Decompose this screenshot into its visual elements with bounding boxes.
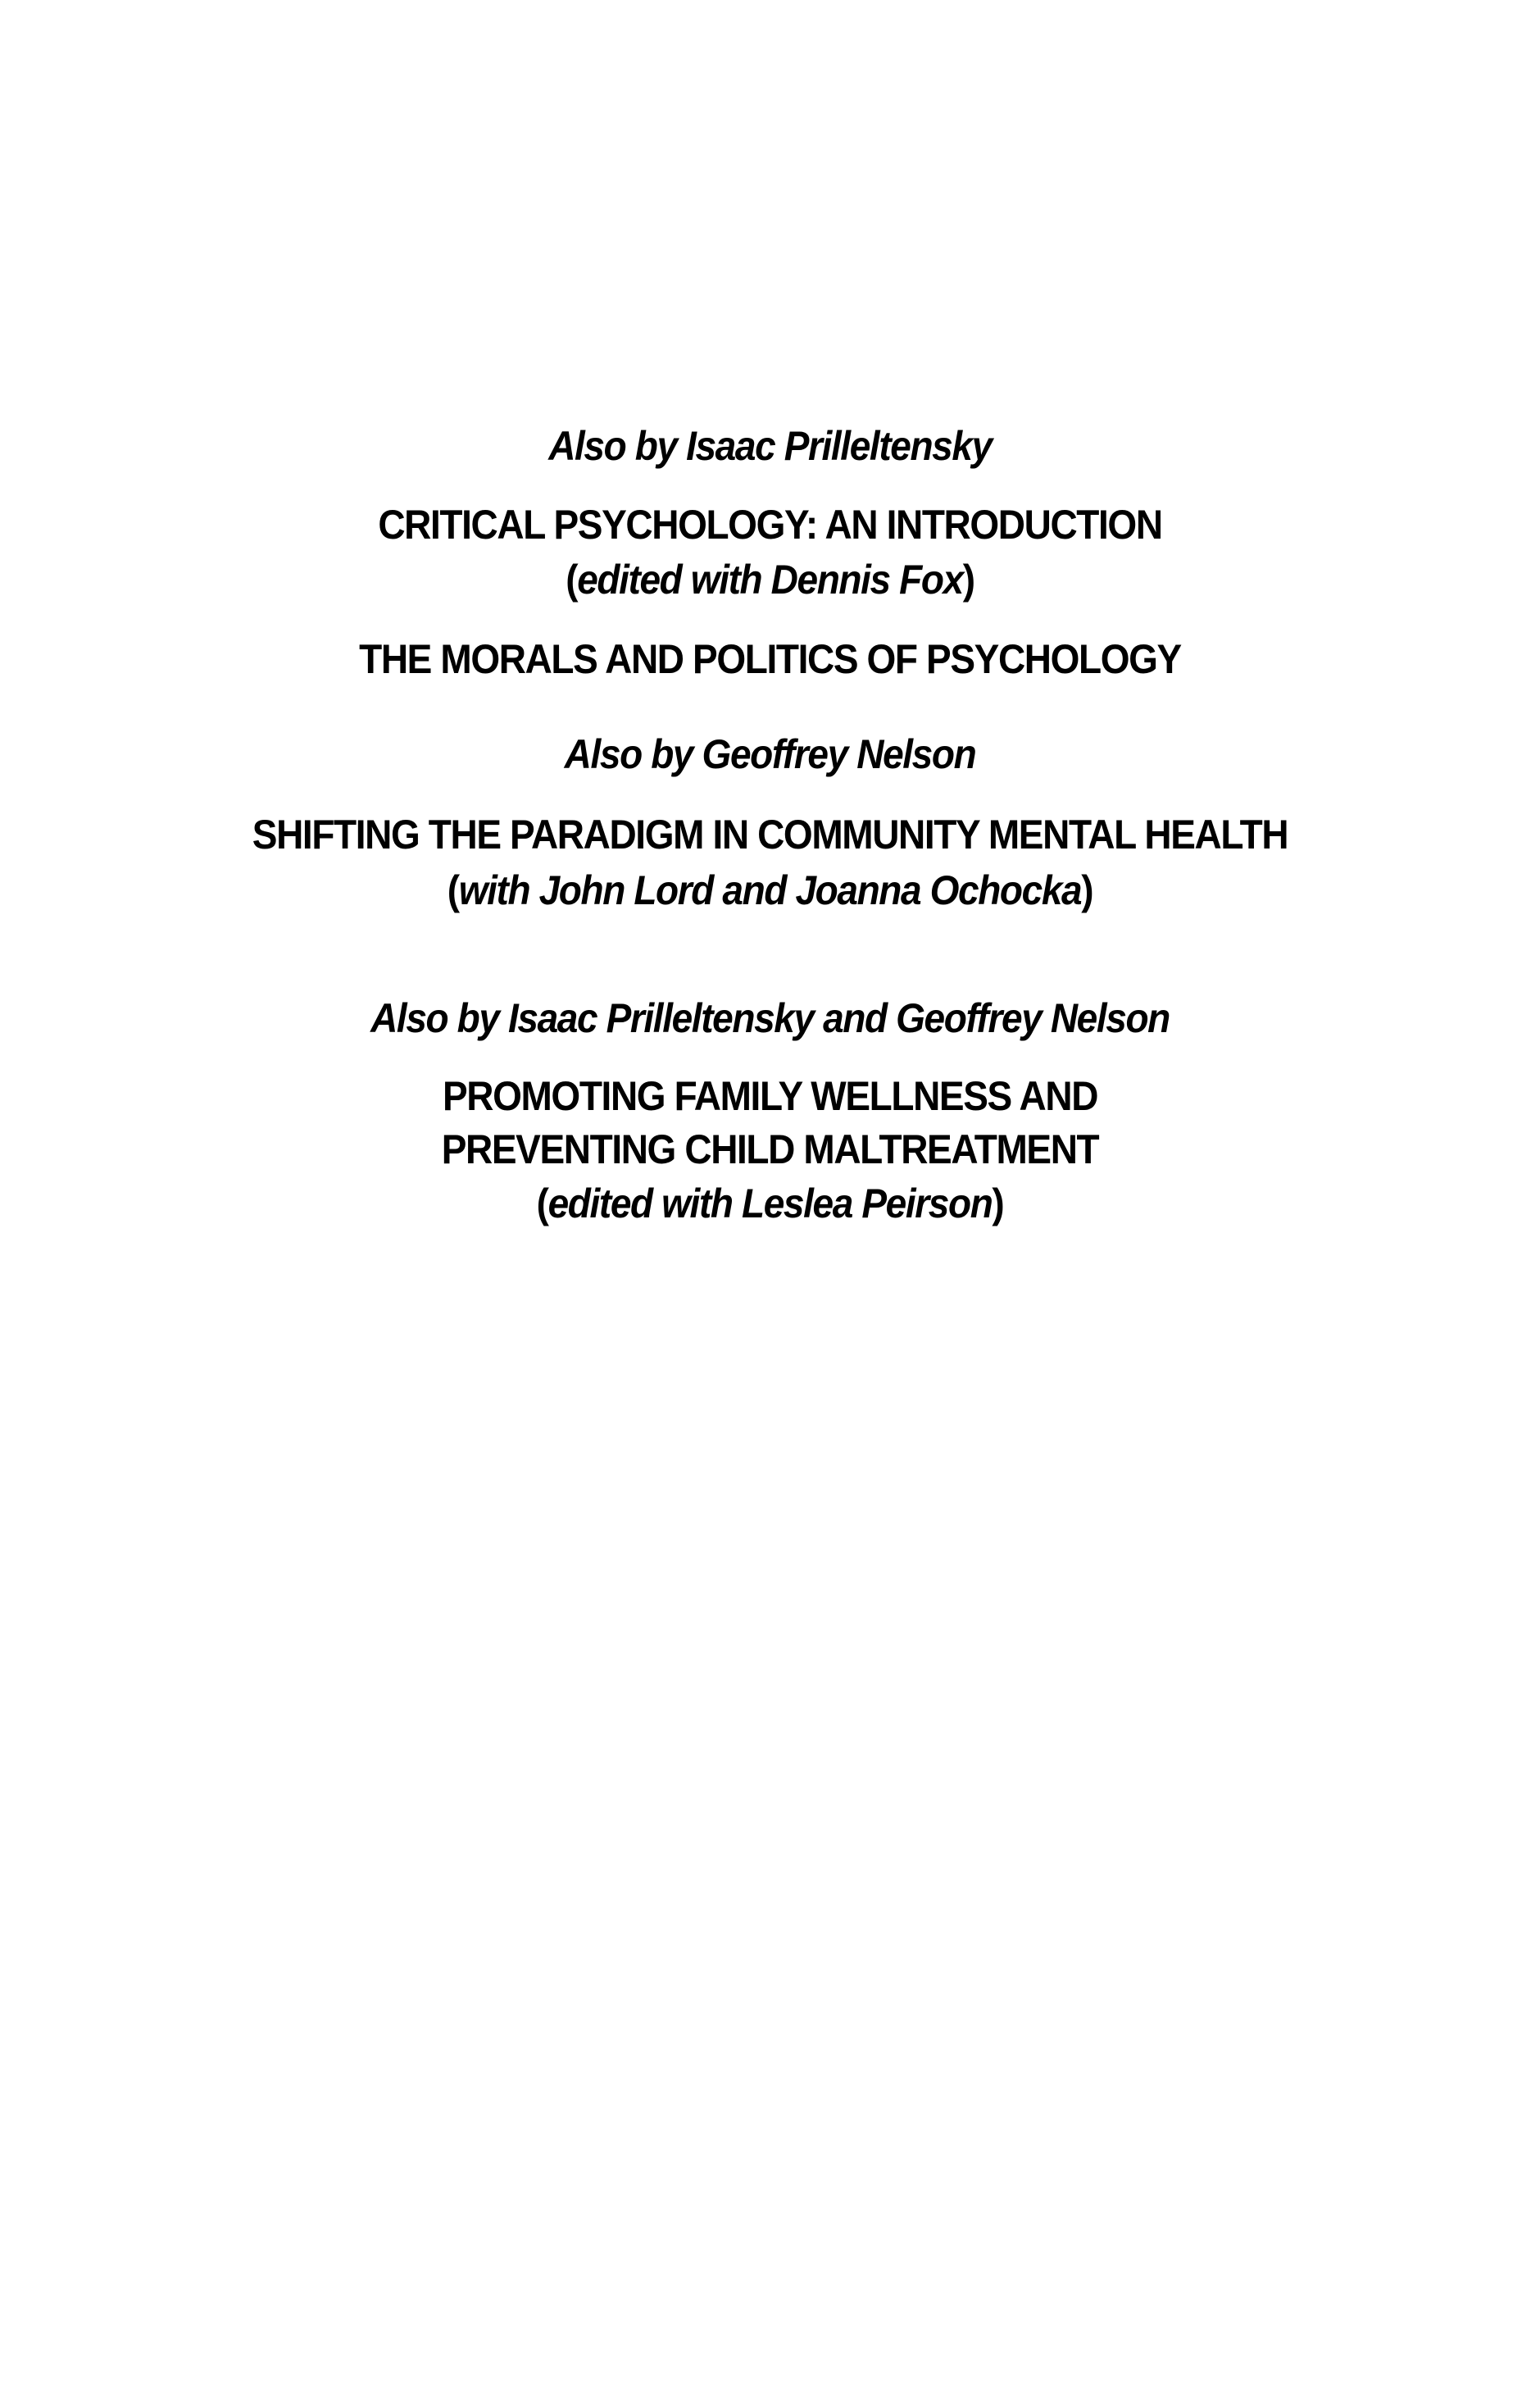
book-title-promoting-family-line-1: PROMOTING FAMILY WELLNESS AND [442,1073,1098,1119]
section-2-intro: Also by Geoffrey Nelson [564,731,976,777]
book-title-morals-politics: THE MORALS AND POLITICS OF PSYCHOLOGY [359,636,1181,682]
book-note-text: with John Lord and Joanna Ochocka [458,867,1082,913]
section-3-intro: Also by Isaac Prilleltensky and Geoffrey Nelson [370,995,1170,1041]
book-note-critical-psychology: (edited with Dennis Fox) [566,557,974,603]
book-note-text: edited with Leslea Peirson [547,1181,993,1226]
book-title-shifting-paradigm: SHIFTING THE PARADIGM IN COMMUNITY MENTAL HEALTH [252,812,1288,858]
book-note-promoting-family: (edited with Leslea Peirson) [536,1181,1004,1226]
book-note-shifting-paradigm: (with John Lord and Joanna Ochocka) [447,867,1093,913]
book-note-text: edited with Dennis Fox [577,557,963,603]
book-title-critical-psychology: CRITICAL PSYCHOLOGY: AN INTRODUCTION [378,502,1162,548]
section-1-intro: Also by Isaac Prilleltensky [548,423,992,469]
book-title-promoting-family-line-2: PREVENTING CHILD MALTREATMENT [441,1126,1099,1172]
